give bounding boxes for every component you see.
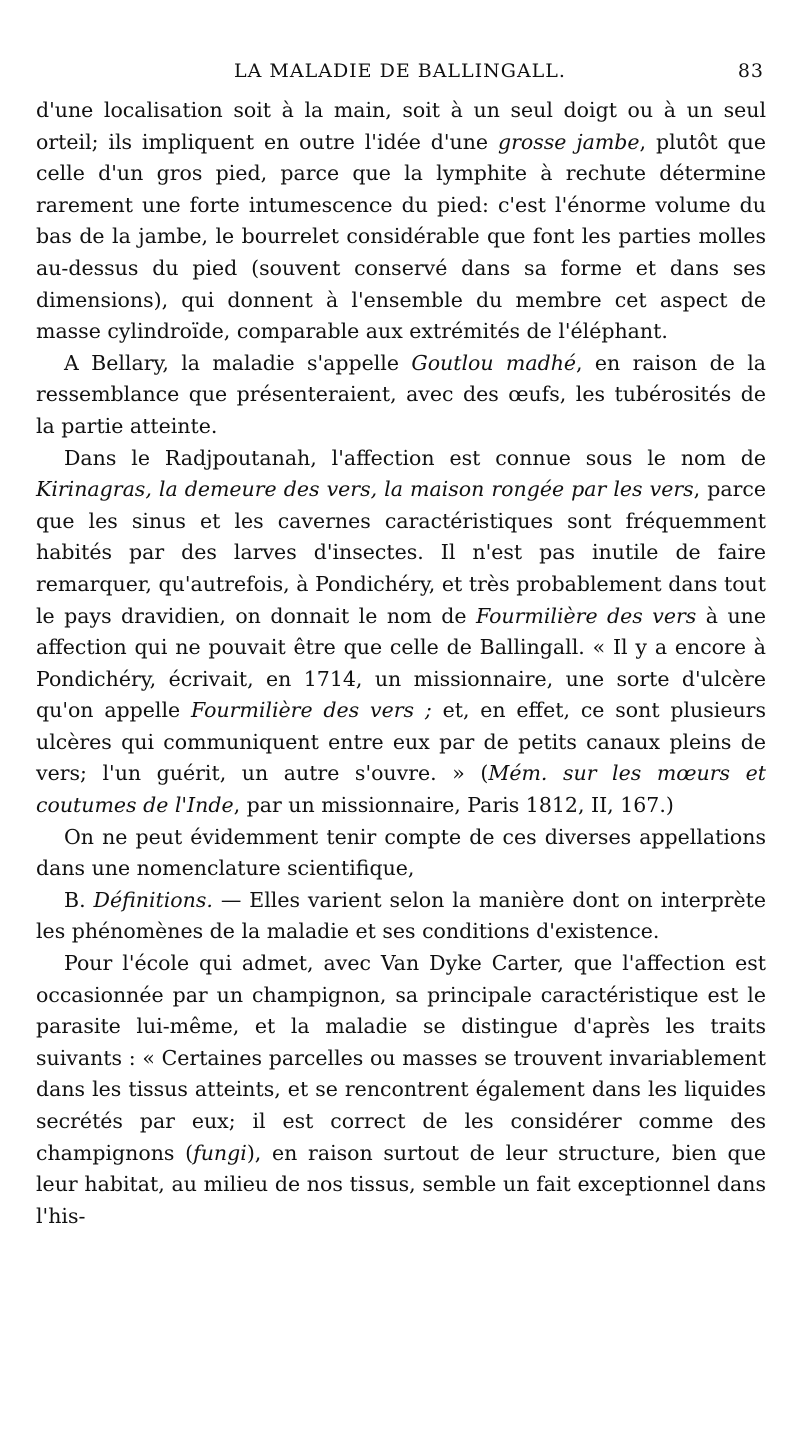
text-run: , en raison de la ressemblance que présenteraient, avec des œufs, les tubérosités de la partie atteinte.	[36, 350, 766, 438]
italic-term: Fourmilière des vers	[475, 603, 697, 628]
text-run: Dans le Radjpoutanah, l'affection est connue sous le nom de	[64, 445, 766, 470]
body-text	[36, 95, 766, 1232]
text-run: , parce que les sinus et les cavernes caractéristiques sont fréquemment habités par des larves d'insectes. Il n'est pas inutile de faire remarquer, qu'autrefois, à Pondichéry, et très probablement dans tout le pays dravidien, on donnait le nom de	[36, 477, 766, 628]
italic-term: Goutlou madhé	[411, 350, 577, 375]
italic-term: fungi	[193, 1140, 247, 1165]
paragraph-2	[36, 348, 766, 443]
text-run: à une affection qui ne pouvait être que celle de Ballingall. « Il y a encore à Pondichéry, écrivait, en 1714, un missionnaire, une sorte d'ulcère qu'on appelle	[36, 603, 766, 723]
paragraph-3	[36, 443, 766, 822]
page-number: 83	[737, 60, 764, 82]
text-run: Pour l'école qui admet, avec Van Dyke Carter, que l'affection est occasionnée par un champignon, sa principale caractéristique est le parasite lui-même, et la maladie se distingue d'après les traits suivants : « Certaines parcelles ou masses se trouvent invariablement dans les tissus atteints, et se rencontrent également dans les liquides secrétés par eux; il est correct de les considérer comme des champignons (	[36, 951, 766, 1165]
paragraph-4	[36, 822, 766, 885]
page-header	[36, 60, 764, 90]
italic-term: Kirinagras, la demeure des vers, la maison rongée par les vers	[36, 477, 694, 502]
section-letter: B.	[64, 887, 94, 912]
text-run: et, en effet, ce sont plusieurs ulcères qui communiquent entre eux par de petits canaux pleins de vers; l'un guérit, un autre s'ouvre. » (	[36, 698, 766, 786]
paragraph-6	[36, 948, 766, 1232]
text-run: On ne peut évidemment tenir compte de ces diverses appellations dans une nomenclature scientifique,	[36, 824, 766, 881]
text-run: , par un missionnaire, Paris 1812, II, 167.)	[233, 793, 674, 818]
text-run: ), en raison surtout de leur structure, bien que leur habitat, au milieu de nos tissus, semble un fait exceptionnel dans l'his-	[36, 1140, 766, 1228]
text-run: , plutôt que celle d'un gros pied, parce que la lymphite à rechute détermine rarement une forte intumescence du pied: c'est l'énorme volume du bas de la jambe, le bourrelet considérable que font les parties molles au-dessus du pied (souvent conservé dans sa forme et dans ses dimensions), qui donnent à l'ensemble du membre cet aspect de masse cylindroïde, comparable aux extrémités de l'éléphant.	[36, 129, 766, 344]
italic-term: Fourmilière des vers ;	[190, 698, 432, 723]
running-title: LA MALADIE DE BALLINGALL.	[234, 60, 566, 82]
text-run: A Bellary, la maladie s'appelle	[64, 350, 412, 375]
section-heading: Définitions.	[93, 887, 213, 912]
paragraph-5	[36, 885, 766, 948]
text-run: d'une localisation soit à la main, soit à un seul doigt ou à un seul orteil; ils impliquent en outre l'idée d'une	[36, 98, 766, 154]
paragraph-1	[36, 95, 766, 348]
text-run: — Elles varient selon la manière dont on interprète les phénomènes de la maladie et ses conditions d'existence.	[36, 887, 766, 944]
italic-term: grosse jambe	[497, 129, 640, 154]
italic-citation: Mém. sur les mœurs et coutumes de l'Inde	[36, 761, 766, 818]
